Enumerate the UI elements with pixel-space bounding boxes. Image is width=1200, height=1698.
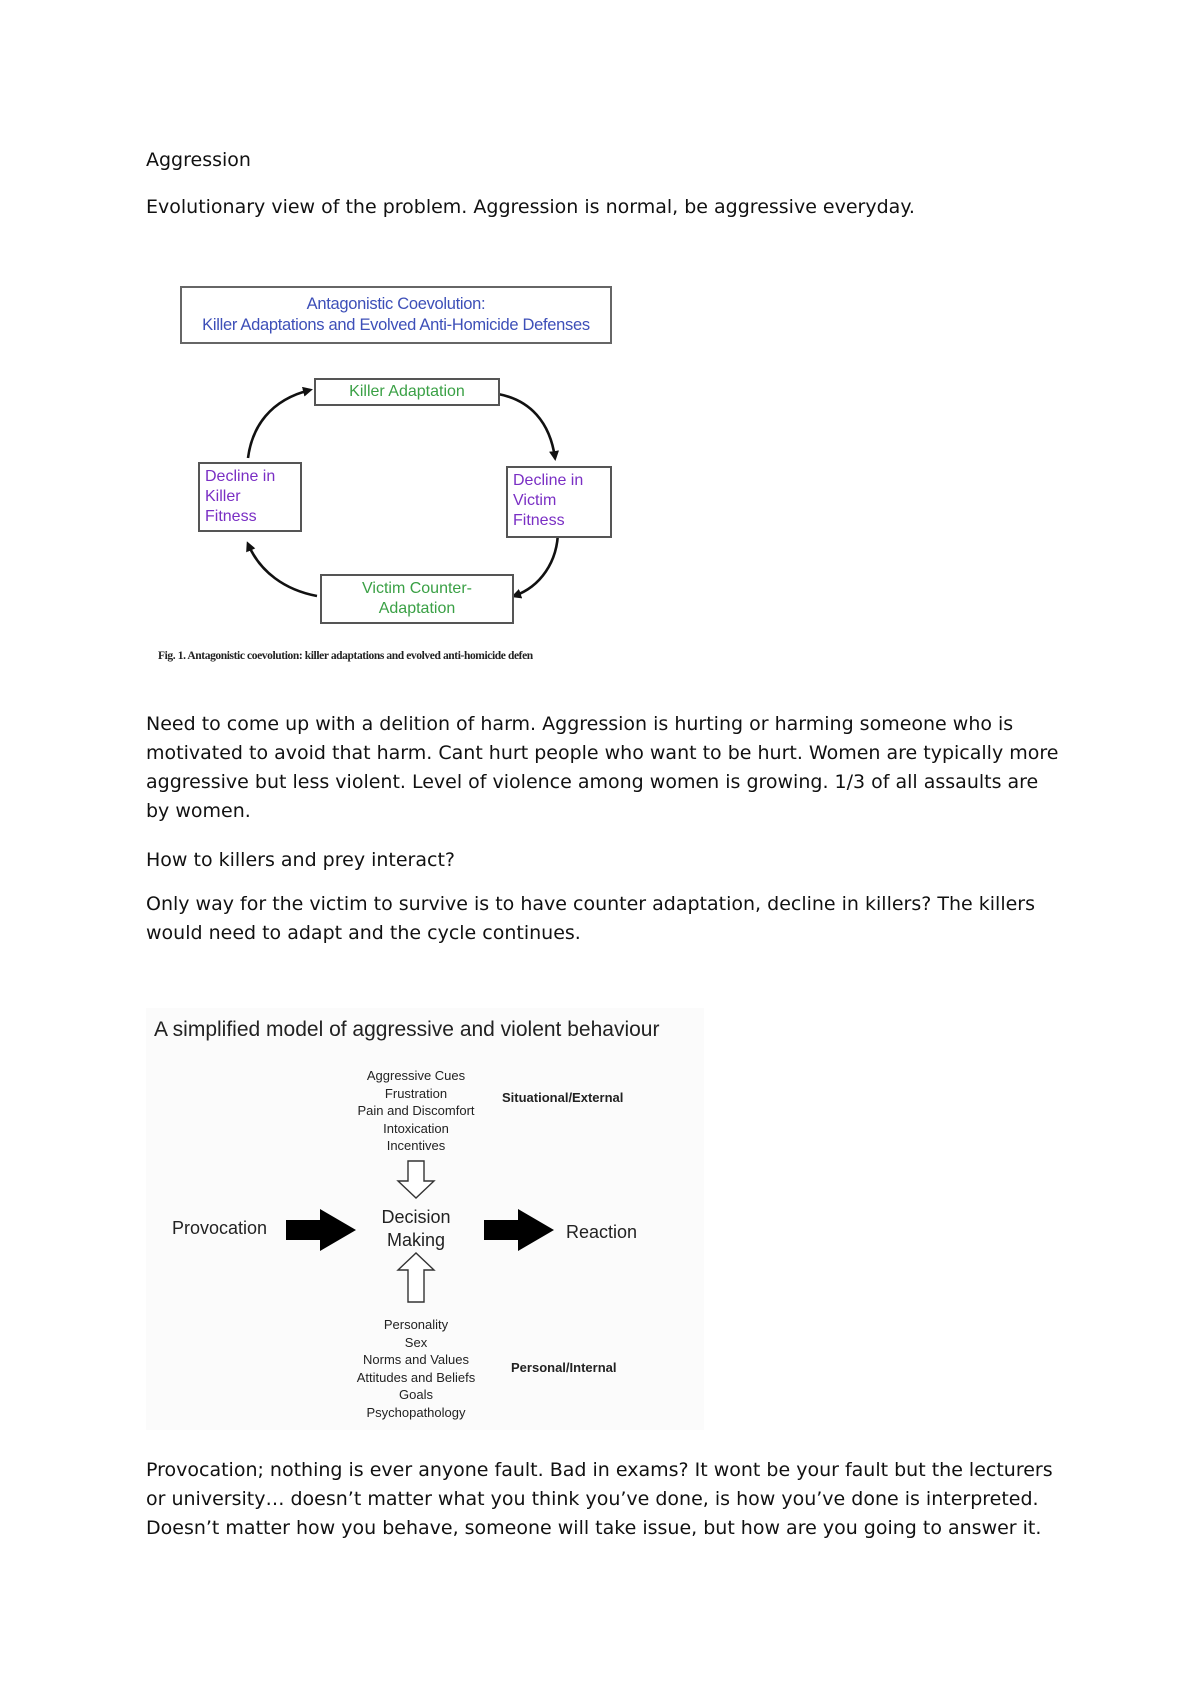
paragraph-killers-question: How to killers and prey interact? xyxy=(146,849,455,871)
intro-paragraph: Evolutionary view of the problem. Aggression is normal, be aggressive everyday. xyxy=(146,196,915,218)
personal-item: Personality xyxy=(383,1317,449,1332)
victim-counter-box xyxy=(320,574,514,624)
personal-label: Personal/Internal xyxy=(511,1360,617,1375)
personal-item: Psychopathology xyxy=(366,1404,466,1420)
decline-killer-box xyxy=(198,462,302,532)
situational-item: Incentives xyxy=(386,1138,446,1153)
arrow-to-killer-adaptation xyxy=(248,390,310,458)
figure1-caption: Fig. 1. Antagonistic coevolution: killer adaptations and evolved anti-homicide defen xyxy=(158,650,533,662)
personal-factors-list xyxy=(341,1316,491,1421)
arrow-to-counter-adaptation xyxy=(514,530,558,596)
situational-item: Aggressive Cues xyxy=(366,1068,466,1083)
decline-killer-line1: Decline in xyxy=(205,468,276,485)
victim-counter-line2: Adaptation xyxy=(378,600,456,617)
decline-victim-line2: Victim xyxy=(513,492,557,509)
situational-item: Intoxication xyxy=(383,1120,449,1136)
personal-item: Goals xyxy=(399,1387,433,1402)
decision-line2: Making xyxy=(386,1230,446,1250)
reaction-label: Reaction xyxy=(566,1222,638,1242)
personal-item: Attitudes and Beliefs xyxy=(356,1369,476,1385)
coevolution-title-box xyxy=(180,286,612,344)
provocation-arrow xyxy=(286,1209,356,1251)
model-title: A simplified model of aggressive and violent behaviour xyxy=(154,1018,660,1041)
aggression-model-figure xyxy=(146,1008,704,1430)
situational-label: Situational/External xyxy=(502,1090,624,1105)
coevolution-title-line1: Antagonistic Coevolution: xyxy=(306,295,486,313)
decision-line1: Decision xyxy=(381,1207,451,1227)
victim-counter-line1: Victim Counter- xyxy=(362,580,472,597)
personal-up-arrow xyxy=(398,1253,434,1302)
situational-item: Pain and Discomfort xyxy=(357,1103,475,1118)
coevolution-title-line2: Killer Adaptations and Evolved Anti-Homicide Defenses xyxy=(202,316,590,334)
killer-adaptation-label: Killer Adaptation xyxy=(349,383,465,400)
situational-down-arrow xyxy=(398,1161,434,1198)
situational-factors-list xyxy=(346,1067,486,1155)
killer-adaptation-box xyxy=(314,378,500,406)
coevolution-figure xyxy=(150,282,620,672)
provocation-label: Provocation xyxy=(172,1218,268,1238)
reaction-arrow xyxy=(484,1209,554,1251)
decline-victim-box xyxy=(506,466,612,538)
decline-killer-line3: Fitness xyxy=(205,508,257,525)
arrow-to-killer-decline xyxy=(248,544,317,596)
arrow-to-victim-decline xyxy=(498,394,555,458)
decline-victim-line1: Decline in xyxy=(513,472,584,489)
paragraph-harm-definition: Need to come up with a delition of harm. Aggression is hurting or harming someone who is motivated to avoid that harm. Cant hurt people who want to be hurt. Women are typically more aggressive but less violent. Level of violence among women is growing. 1/3 of all assaults are by women. xyxy=(146,713,1059,822)
paragraph-provocation: Provocation; nothing is ever anyone fault. Bad in exams? It wont be your fault but the lecturers or university… doesn’t matter what you think you’ve done, is how you’ve done is interpreted. Doesn’t matter how you behave, someone will take issue, but how are you going to answer it. xyxy=(146,1459,1053,1539)
decline-victim-line3: Fitness xyxy=(513,512,565,529)
personal-item: Norms and Values xyxy=(363,1352,469,1367)
decision-making-label xyxy=(366,1206,466,1252)
decline-killer-line2: Killer xyxy=(205,488,241,505)
situational-item: Frustration xyxy=(384,1085,448,1101)
page-heading: Aggression xyxy=(146,149,251,171)
personal-item: Sex xyxy=(404,1334,428,1350)
paragraph-counter-adaptation: Only way for the victim to survive is to have counter adaptation, decline in killers? The killers would need to adapt and the cycle continues. xyxy=(146,893,1035,944)
